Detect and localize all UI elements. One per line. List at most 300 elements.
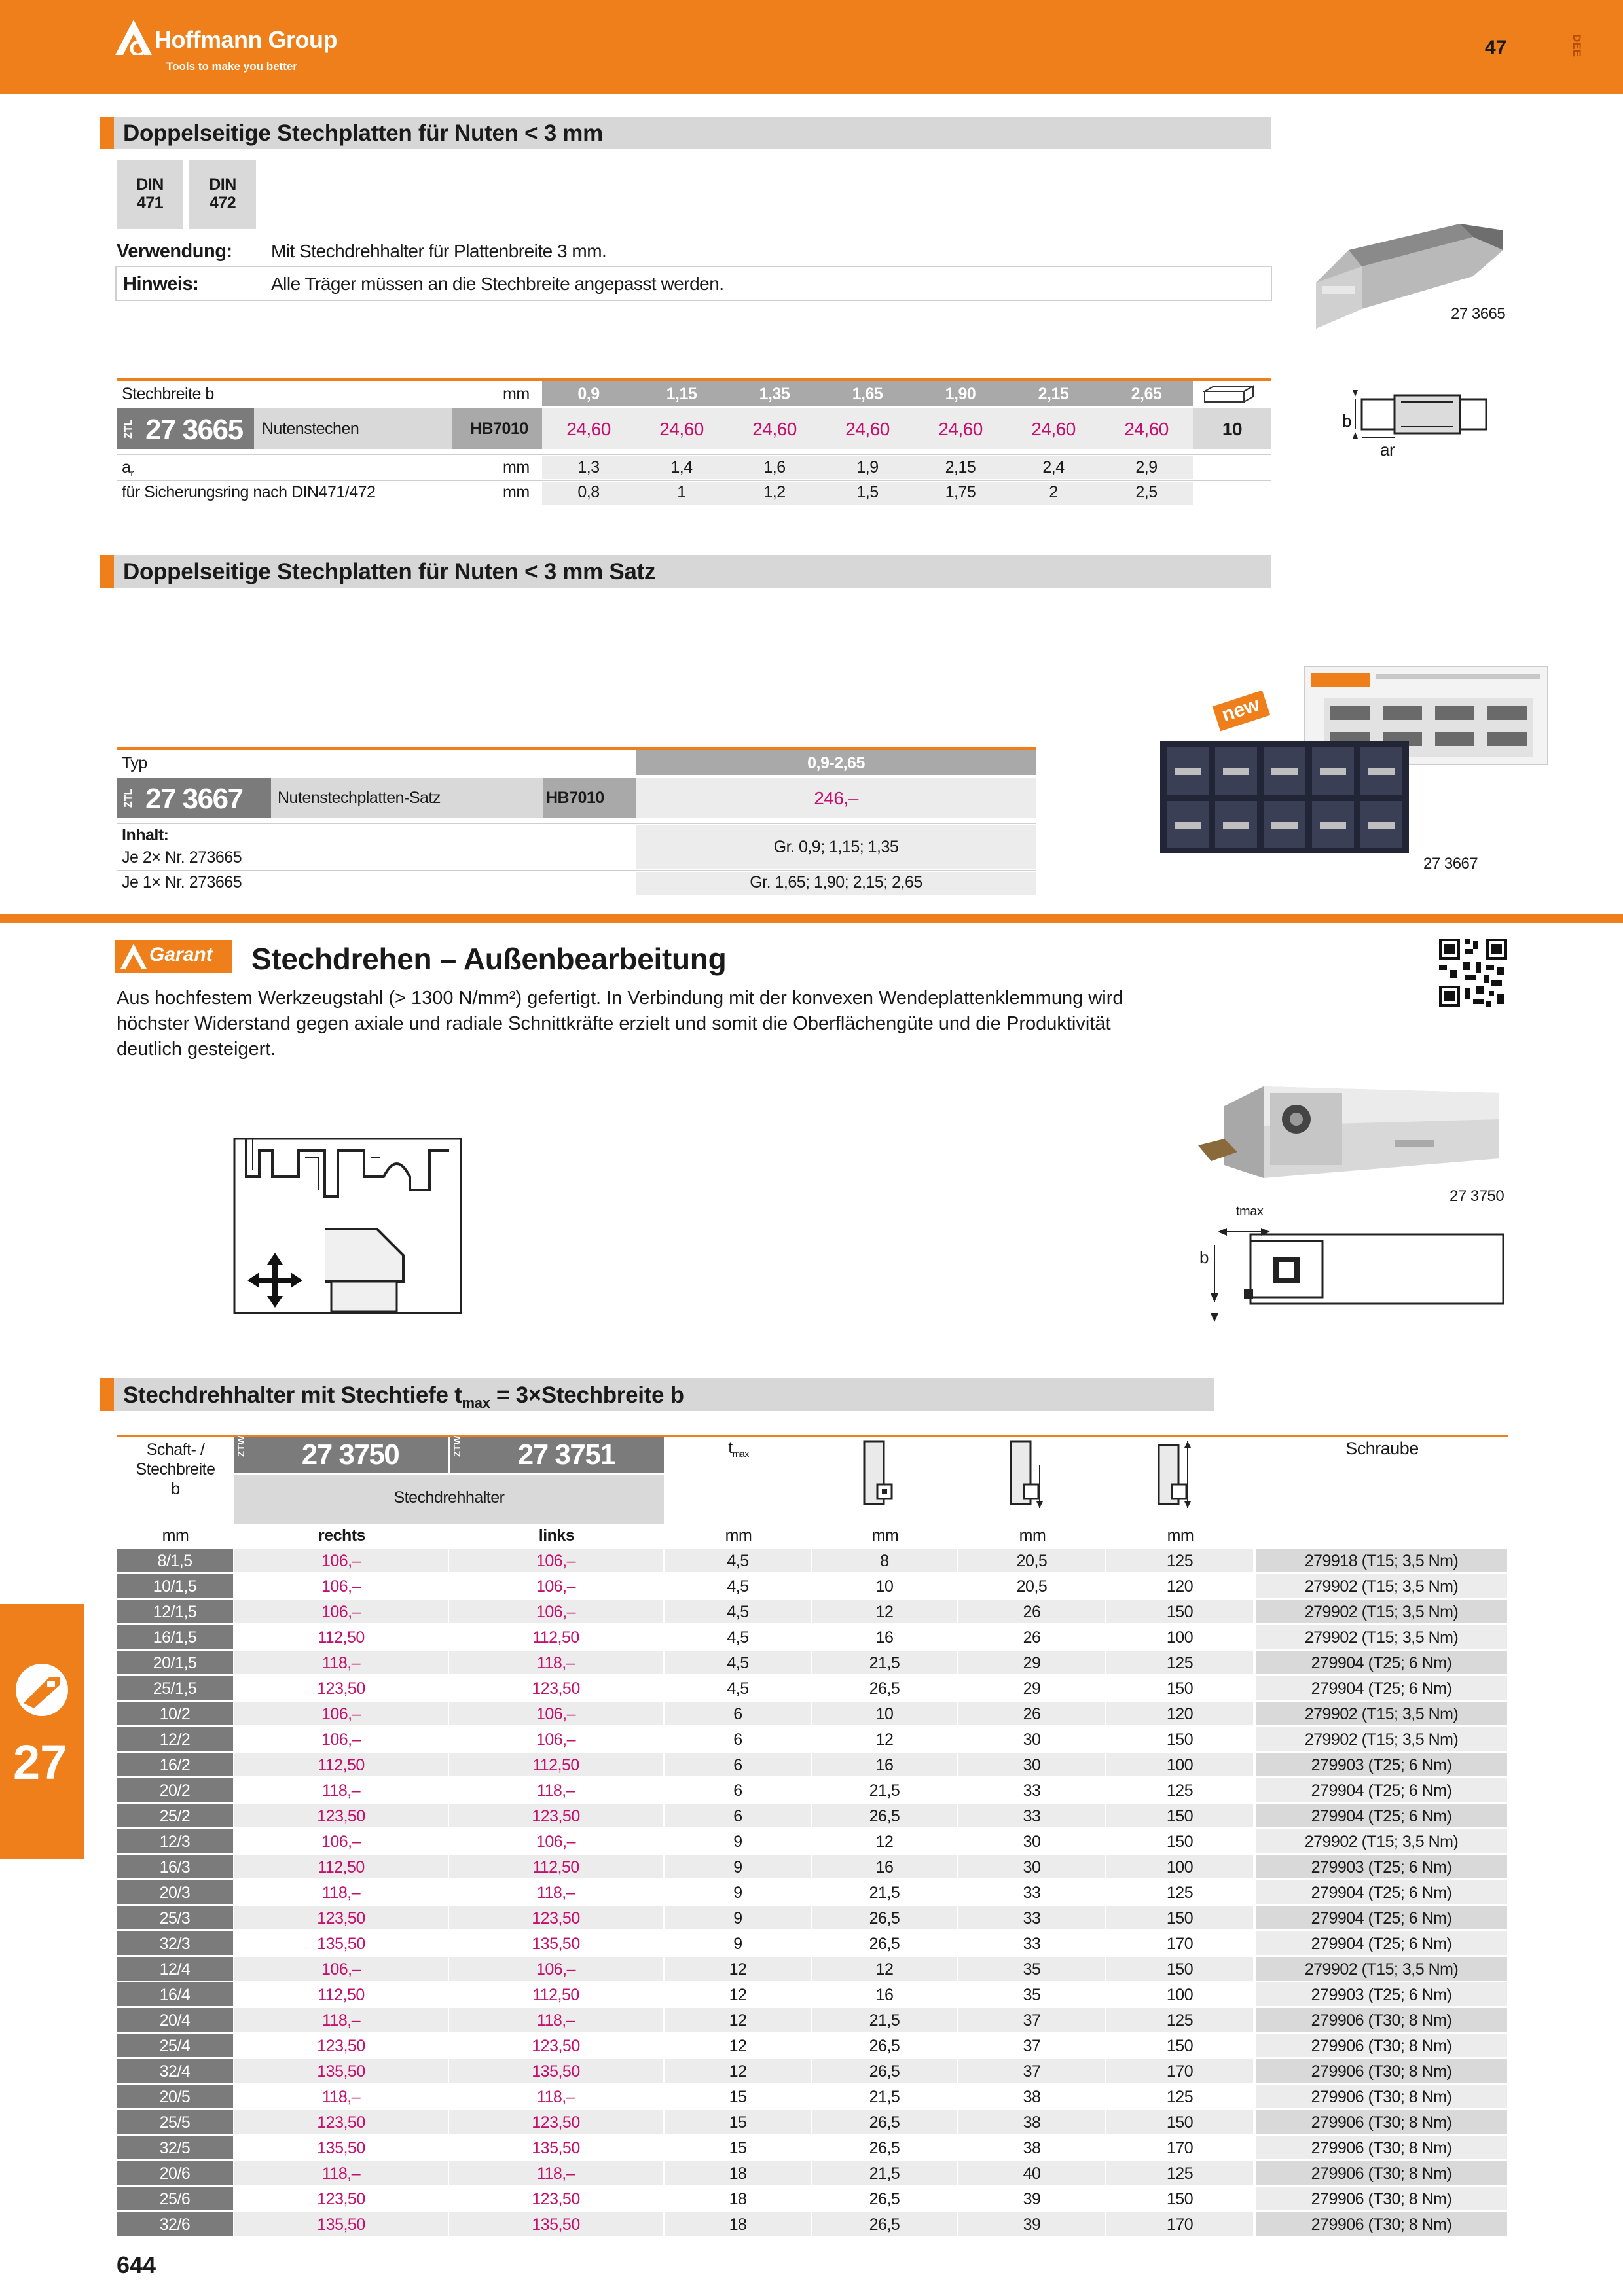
dim3-cell: 150 (1166, 2037, 1194, 2055)
tmax-cell: 12 (729, 1960, 747, 1979)
dim2-cell: 35 (1023, 1960, 1041, 1979)
price-left-cell: 123,50 (532, 2037, 580, 2055)
width-col4: 1,65 (852, 385, 883, 403)
left-head: links (538, 1526, 575, 1545)
dim3-cell: 150 (1166, 1833, 1194, 1851)
price-right-cell: 123,50 (317, 1679, 365, 1698)
tmax-cell: 15 (729, 2139, 747, 2157)
shaft-head-line3: b (171, 1480, 180, 1498)
diagram1-label-ar: ar (1380, 440, 1395, 459)
dim1-cell: 26,5 (869, 1935, 900, 1953)
row3-col6: 2,4 (1042, 458, 1065, 476)
content-line2: Je 1× Nr. 273665 (122, 873, 242, 891)
screw-cell: 279906 (T30; 8 Nm) (1311, 2215, 1452, 2234)
shaft-cell: 32/4 (159, 2062, 191, 2081)
section3-image-caption: 27 3750 (1450, 1187, 1504, 1205)
price-col6: 24,60 (1031, 419, 1076, 439)
shaft-cell: 20/2 (159, 1782, 191, 1800)
row3-col7: 2,9 (1135, 458, 1158, 476)
dim3-cell: 125 (1166, 1654, 1194, 1672)
section3-title: Stechdrehen – Außenbearbeitung (251, 942, 727, 976)
dim1-cell: 21,5 (869, 2088, 900, 2106)
dim3-cell: 150 (1166, 1807, 1194, 1825)
dim1-cell: 26,5 (869, 1909, 900, 1928)
language-code: DEE (1571, 34, 1583, 57)
price-right-cell: 112,50 (318, 1756, 365, 1774)
chapter-tab (0, 1604, 84, 1859)
dim1-cell: 21,5 (869, 2011, 900, 2030)
price-col1: 24,60 (566, 419, 611, 439)
price-right-cell: 112,50 (318, 1628, 365, 1647)
right-head: rechts (318, 1526, 366, 1545)
tmax-cell: 18 (729, 2215, 747, 2234)
price-left-cell: 118,– (536, 1782, 575, 1800)
row4-col5: 1,75 (945, 483, 976, 501)
dim1-cell: 26,5 (869, 2062, 900, 2081)
dim3-cell: 100 (1166, 1628, 1194, 1647)
dim1-cell: 12 (875, 1603, 894, 1621)
article-desc-2: Nutenstechplatten-Satz (278, 789, 441, 807)
type-value: 0,9-2,65 (807, 754, 865, 772)
price-col2: 24,60 (659, 419, 704, 439)
dim3-cell: 120 (1166, 1705, 1194, 1723)
dim2-cell: 33 (1023, 1909, 1041, 1928)
price-left-cell: 106,– (536, 1705, 576, 1723)
price-left-cell: 123,50 (532, 1679, 580, 1698)
tmax-cell: 4,5 (727, 1577, 749, 1596)
dim2-cell: 20,5 (1016, 1552, 1048, 1570)
dim3-cell: 100 (1166, 1756, 1194, 1774)
norm-471-line1: DIN (136, 175, 164, 194)
unit-head-col3: mm (1167, 1526, 1194, 1545)
price-left-cell: 118,– (536, 2088, 575, 2106)
price-right-cell: 106,– (321, 1833, 361, 1851)
price-left-cell: 112,50 (532, 1628, 579, 1647)
table1-rule-b (117, 480, 1271, 481)
pack-qty: 10 (1222, 419, 1243, 439)
row3-label: $a_r$ (122, 458, 134, 479)
price-left-cell: 106,– (536, 1833, 576, 1851)
brand-name: Hoffmann Group (155, 26, 337, 53)
dim1-cell: 12 (875, 1731, 894, 1749)
tmax-cell: 6 (733, 1807, 742, 1825)
row4-col3: 1,2 (763, 483, 786, 501)
price-right-cell: 106,– (321, 1577, 361, 1596)
price-right-cell: 106,– (321, 1705, 361, 1723)
screw-cell: 279904 (T25; 6 Nm) (1311, 1654, 1452, 1672)
screw-cell: 279906 (T30; 8 Nm) (1311, 2164, 1452, 2183)
tmax-cell: 6 (733, 1731, 742, 1749)
tmax-cell: 4,5 (727, 1679, 749, 1698)
section1-heading-mark (100, 117, 114, 149)
dim2-cell: 26 (1023, 1705, 1041, 1723)
tmax-cell: 15 (729, 2088, 747, 2106)
section1-title: Doppelseitige Stechplatten für Nuten < 3 mm (123, 120, 603, 146)
dim2-cell: 29 (1023, 1654, 1041, 1672)
price-left-cell: 106,– (536, 1552, 576, 1570)
dim3-cell: 170 (1166, 2215, 1194, 2234)
dim1-cell: 16 (875, 1756, 894, 1774)
dim3-cell: 150 (1166, 1603, 1194, 1621)
screw-cell: 279902 (T15; 3,5 Nm) (1304, 1833, 1459, 1851)
shaft-cell: 32/3 (159, 1935, 191, 1953)
price-col4: 24,60 (845, 419, 890, 439)
dim2-cell: 37 (1023, 2037, 1041, 2055)
dim3-cell: 150 (1166, 1909, 1194, 1928)
dim1-cell: 26,5 (869, 2190, 900, 2208)
dim3-cell: 150 (1166, 1679, 1194, 1698)
screw-cell: 279902 (T15; 3,5 Nm) (1304, 1603, 1459, 1621)
shaft-cell: 20/3 (159, 1884, 191, 1902)
dim3-cell: 170 (1166, 2062, 1194, 2081)
tmax-cell: 12 (729, 2037, 747, 2055)
screw-cell: 279904 (T25; 6 Nm) (1311, 1782, 1452, 1800)
dim2-cell: 37 (1023, 2062, 1041, 2081)
screw-cell: 279902 (T15; 3,5 Nm) (1304, 1628, 1459, 1647)
unit-head-col1: mm (871, 1526, 899, 1545)
row4-label: für Sicherungsring nach DIN471/472 (122, 483, 376, 501)
row3-col1: 1,3 (577, 458, 600, 476)
price-right-cell: 112,50 (318, 1858, 365, 1876)
article-number-273665: 27 3665 (145, 414, 243, 446)
row4-col6: 2 (1049, 483, 1058, 501)
dim1-cell: 21,5 (869, 2164, 900, 2183)
process-sketch-diagram (233, 1138, 462, 1314)
dim3-cell: 125 (1166, 1782, 1194, 1800)
dim-icon-col3 (1146, 1439, 1198, 1512)
price-left-cell: 123,50 (532, 2190, 580, 2208)
price-right-cell: 118,– (321, 2088, 361, 2106)
screw-cell: 279904 (T25; 6 Nm) (1311, 1679, 1452, 1698)
dim-icon-col2 (998, 1439, 1050, 1512)
shaft-cell: 16/2 (159, 1756, 191, 1774)
price-left-cell: 123,50 (532, 1909, 580, 1928)
width-col3: 1,35 (759, 385, 790, 403)
row4-col2: 1 (677, 483, 686, 501)
dim2-cell: 33 (1023, 1782, 1041, 1800)
norm-472-line2: 472 (209, 194, 236, 212)
screw-cell: 279902 (T15; 3,5 Nm) (1304, 1731, 1459, 1749)
shaft-cell: 16/4 (159, 1986, 191, 2004)
article-number-273667: 27 3667 (145, 783, 243, 815)
holder-label: Stechdrehhalter (393, 1488, 505, 1507)
new-badge: new (1219, 693, 1262, 726)
screw-cell: 279904 (T25; 6 Nm) (1311, 1935, 1452, 1953)
shaft-head-line1: Schaft- / (146, 1441, 205, 1459)
screw-cell: 279906 (T30; 8 Nm) (1311, 2062, 1452, 2081)
dim2-cell: 30 (1023, 1858, 1041, 1876)
dim3-cell: 125 (1166, 2011, 1194, 2030)
price-right-cell: 118,– (321, 2011, 361, 2030)
row4-col7: 2,5 (1135, 483, 1158, 501)
note-text: Alle Träger müssen an die Stechbreite angepasst werden. (271, 274, 724, 294)
dim2-cell: 35 (1023, 1986, 1041, 2004)
screw-cell: 279902 (T15; 3,5 Nm) (1304, 1960, 1459, 1979)
dim2-cell: 26 (1023, 1603, 1041, 1621)
tmax-cell: 9 (733, 1909, 742, 1928)
dim1-cell: 26,5 (869, 2037, 900, 2055)
screw-cell: 279918 (T15; 3,5 Nm) (1304, 1552, 1459, 1570)
grooving-holder-image (1198, 1080, 1506, 1182)
dim3-cell: 125 (1166, 1884, 1194, 1902)
dim2-cell: 33 (1023, 1884, 1041, 1902)
price-left-cell: 118,– (536, 2011, 575, 2030)
dim1-cell: 26,5 (869, 2113, 900, 2132)
norm-471-line2: 471 (136, 194, 164, 212)
shaft-cell: 12/1,5 (153, 1603, 197, 1621)
shaft-cell: 12/3 (159, 1833, 191, 1851)
tmax-cell: 9 (733, 1858, 742, 1876)
price-left-cell: 135,50 (532, 1935, 580, 1953)
dim3-cell: 125 (1166, 1552, 1194, 1570)
tmax-head: $t_{max}$ (728, 1439, 749, 1459)
price-left-cell: 106,– (536, 1731, 576, 1749)
dim1-cell: 16 (875, 1858, 894, 1876)
dim1-cell: 12 (875, 1833, 894, 1851)
ztw-text-left: ZTW (452, 1435, 463, 1457)
price-left-cell: 106,– (536, 1577, 576, 1596)
content-label: Inhalt: (122, 826, 169, 844)
price-col7: 24,60 (1124, 419, 1169, 439)
table1-rule-a (117, 454, 1271, 455)
row3-col4: 1,9 (856, 458, 879, 476)
shaft-cell: 20/4 (159, 2011, 191, 2030)
diagram3-tmax: tmax (1236, 1204, 1264, 1219)
price-left-cell: 135,50 (532, 2215, 580, 2234)
grade-1: HB7010 (470, 420, 528, 438)
diagram1-label-b: b (1342, 411, 1351, 431)
dim3-cell: 125 (1166, 2088, 1194, 2106)
price-right-cell: 123,50 (317, 2190, 365, 2208)
shaft-cell: 16/3 (159, 1858, 191, 1876)
price-right-cell: 123,50 (317, 1807, 365, 1825)
screw-cell: 279906 (T30; 8 Nm) (1311, 2190, 1452, 2208)
dim2-cell: 38 (1023, 2139, 1041, 2157)
table1-row1-unit: mm (503, 385, 530, 403)
screw-cell: 279906 (T30; 8 Nm) (1311, 2139, 1452, 2157)
tmax-cell: 12 (729, 2062, 747, 2081)
dim2-cell: 38 (1023, 2088, 1041, 2106)
shaft-cell: 10/1,5 (153, 1577, 197, 1596)
dim1-cell: 16 (875, 1628, 894, 1647)
shaft-cell: 12/2 (159, 1731, 191, 1749)
tmax-cell: 9 (733, 1833, 742, 1851)
screw-cell: 279906 (T30; 8 Nm) (1311, 2037, 1452, 2055)
price-left-cell: 135,50 (532, 2062, 580, 2081)
price-right-cell: 118,– (321, 1654, 361, 1672)
type-label: Typ (122, 754, 147, 772)
ztl-text-1: ZTL (123, 419, 134, 439)
content-line2-value: Gr. 1,65; 1,90; 2,15; 2,65 (750, 873, 922, 891)
dim1-cell: 21,5 (869, 1782, 900, 1800)
dim3-cell: 170 (1166, 2139, 1194, 2157)
tmax-cell: 4,5 (727, 1654, 749, 1672)
row4-col4: 1,5 (856, 483, 879, 501)
price-right-cell: 135,50 (317, 1935, 365, 1953)
article-number-273751: 27 3751 (517, 1439, 615, 1471)
width-col6: 2,15 (1038, 385, 1069, 403)
price-right-cell: 106,– (321, 1960, 361, 1979)
dim3-cell: 150 (1166, 2190, 1194, 2208)
section3-description: Aus hochfestem Werkzeugstahl (> 1300 N/mm²) gefertigt. In Verbindung mit der konvexen Wendeplattenklemmung wird höchster Widerstand gegen axiale und radiale Schnittkräfte erzielt und somit die Oberflächengüte und die Produktivität deutlich gesteigert. (117, 988, 1123, 1060)
dim2-cell: 20,5 (1016, 1577, 1048, 1596)
screw-cell: 279903 (T25; 6 Nm) (1311, 1986, 1452, 2004)
dim1-cell: 26,5 (869, 1807, 900, 1825)
section4-title: Stechdrehhalter mit Stechtiefe $t_{max}$ = 3×Stechbreite b (123, 1382, 684, 1411)
unit-head-shaft: mm (162, 1526, 189, 1545)
grade-2: HB7010 (546, 789, 604, 807)
garant-logo: Garant (149, 944, 213, 965)
price-right-cell: 135,50 (317, 2062, 365, 2081)
price-left-cell: 106,– (536, 1603, 576, 1621)
price-right-cell: 135,50 (317, 2215, 365, 2234)
price-right-cell: 106,– (321, 1731, 361, 1749)
ztw-text-right: ZTW (236, 1435, 247, 1457)
shaft-cell: 25/4 (159, 2037, 191, 2055)
hoffmann-logo-icon (115, 20, 152, 55)
dim2-cell: 38 (1023, 2113, 1041, 2132)
usage-label: Verwendung: (117, 241, 232, 262)
price-right-cell: 118,– (321, 2164, 361, 2183)
price-left-cell: 135,50 (532, 2139, 580, 2157)
screw-cell: 279906 (T30; 8 Nm) (1311, 2113, 1452, 2132)
tmax-cell: 6 (733, 1756, 742, 1774)
price-right-cell: 123,50 (317, 2037, 365, 2055)
price-right-cell: 123,50 (317, 1909, 365, 1928)
shaft-cell: 20/6 (159, 2164, 191, 2183)
dim2-cell: 33 (1023, 1807, 1041, 1825)
tmax-cell: 4,5 (727, 1552, 749, 1570)
table2-rule-a (117, 823, 1036, 824)
shaft-cell: 25/6 (159, 2190, 191, 2208)
table1-row1-label: Stechbreite b (122, 385, 214, 403)
section2-image-caption: 27 3667 (1423, 855, 1478, 872)
price-left-cell: 123,50 (532, 1807, 580, 1825)
dim2-cell: 29 (1023, 1679, 1041, 1698)
shaft-cell: 32/6 (159, 2215, 191, 2234)
holder-dimension-diagram (1192, 1204, 1506, 1323)
shaft-cell: 8/1,5 (157, 1552, 192, 1570)
row3-col5: 2,15 (945, 458, 976, 476)
width-col7: 2,65 (1131, 385, 1162, 403)
screw-cell: 279902 (T15; 3,5 Nm) (1304, 1577, 1459, 1596)
chapter-number: 27 (13, 1735, 67, 1789)
article-desc-1: Nutenstechen (262, 420, 359, 438)
dim1-cell: 10 (875, 1705, 894, 1723)
unit-head-tmax: mm (725, 1526, 752, 1545)
row3-col3: 1,6 (763, 458, 786, 476)
section3-divider (0, 914, 1623, 923)
dim2-cell: 37 (1023, 2011, 1041, 2030)
dim1-cell: 12 (875, 1960, 894, 1979)
dim3-cell: 100 (1166, 1986, 1194, 2004)
shaft-cell: 25/2 (159, 1807, 191, 1825)
dim2-cell: 26 (1023, 1628, 1041, 1647)
price-right-cell: 112,50 (318, 1986, 365, 2004)
dim2-cell: 39 (1023, 2190, 1041, 2208)
shaft-cell: 25/3 (159, 1909, 191, 1928)
shaft-cell: 20/1,5 (153, 1654, 197, 1672)
tmax-cell: 9 (733, 1884, 742, 1902)
width-col2: 1,15 (666, 385, 697, 403)
price-right-cell: 118,– (321, 1884, 361, 1902)
dim1-cell: 26,5 (869, 1679, 900, 1698)
dim1-cell: 21,5 (869, 1654, 900, 1672)
dim3-cell: 150 (1166, 2113, 1194, 2132)
dim2-cell: 30 (1023, 1833, 1041, 1851)
page-number: 644 (117, 2251, 156, 2278)
price-left-cell: 106,– (536, 1960, 576, 1979)
unit-head-col2: mm (1019, 1526, 1046, 1545)
section2-heading-mark (100, 555, 114, 588)
tmax-cell: 6 (733, 1782, 742, 1800)
ztl-text-2: ZTL (123, 788, 134, 808)
price-left-cell: 118,– (536, 2164, 575, 2183)
shaft-head-line2: Stechbreite (136, 1460, 215, 1479)
shaft-cell: 32/5 (159, 2139, 191, 2157)
garant-logo-icon (120, 944, 147, 969)
dim1-cell: 26,5 (869, 2215, 900, 2234)
shaft-cell: 25/5 (159, 2113, 191, 2132)
row4-unit: mm (503, 483, 530, 501)
price-left-cell: 112,50 (532, 1986, 579, 2004)
screw-cell: 279906 (T30; 8 Nm) (1311, 2088, 1452, 2106)
dim2-cell: 30 (1023, 1731, 1041, 1749)
width-col5: 1,90 (945, 385, 976, 403)
tmax-cell: 18 (729, 2164, 747, 2183)
content-line1: Je 2× Nr. 273665 (122, 848, 242, 867)
shaft-cell: 25/1,5 (153, 1679, 197, 1698)
tmax-cell: 6 (733, 1705, 742, 1723)
price-col5: 24,60 (938, 419, 983, 439)
note-label: Hinweis: (123, 274, 199, 295)
price-left-cell: 118,– (536, 1884, 575, 1902)
section4-heading-mark (100, 1378, 114, 1411)
shaft-cell: 12/4 (159, 1960, 191, 1979)
usage-text: Mit Stechdrehhalter für Plattenbreite 3 mm. (271, 241, 607, 261)
tmax-cell: 4,5 (727, 1603, 749, 1621)
insert-dimension-diagram (1336, 380, 1512, 465)
row3-unit: mm (503, 458, 530, 476)
dim3-cell: 120 (1166, 1577, 1194, 1596)
dim-icon-col1 (851, 1439, 903, 1512)
dim3-cell: 150 (1166, 1731, 1194, 1749)
price-right-cell: 106,– (321, 1603, 361, 1621)
article-number-273750: 27 3750 (301, 1439, 399, 1471)
screw-head: Schraube (1345, 1439, 1419, 1458)
price-right-cell: 123,50 (317, 2113, 365, 2132)
norm-472-line1: DIN (209, 175, 236, 194)
tmax-cell: 18 (729, 2190, 747, 2208)
screw-cell: 279904 (T25; 6 Nm) (1311, 1807, 1452, 1825)
grooving-chapter-icon (14, 1662, 69, 1717)
price-right-cell: 135,50 (317, 2139, 365, 2157)
content-line1-value: Gr. 0,9; 1,15; 1,35 (773, 838, 899, 856)
dim2-cell: 40 (1023, 2164, 1041, 2183)
page-number-top: 47 (1485, 37, 1507, 58)
price-right-cell: 106,– (321, 1552, 361, 1570)
screw-cell: 279903 (T25; 6 Nm) (1311, 1756, 1452, 1774)
tmax-cell: 15 (729, 2113, 747, 2132)
price-col3: 24,60 (752, 419, 797, 439)
table2-rule-b (117, 870, 1036, 871)
row3-col2: 1,4 (670, 458, 693, 476)
price-left-cell: 112,50 (532, 1858, 579, 1876)
dim2-cell: 30 (1023, 1756, 1041, 1774)
row4-col1: 0,8 (577, 483, 600, 501)
dim2-cell: 39 (1023, 2215, 1041, 2234)
dim3-cell: 150 (1166, 1960, 1194, 1979)
